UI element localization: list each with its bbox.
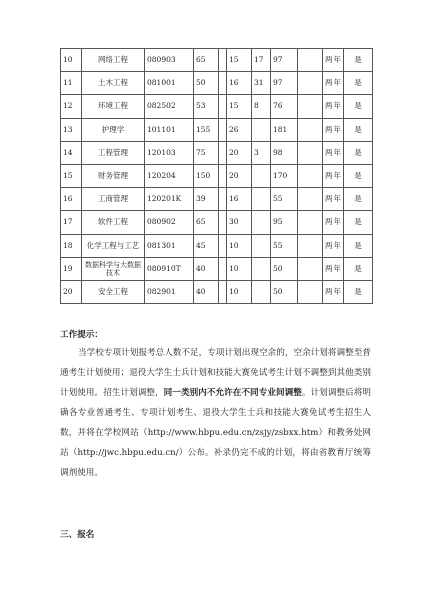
special-count: 16	[227, 72, 252, 95]
section-heading-3: 三、报名	[60, 530, 95, 540]
major-name: 数据科学与大数据技术	[82, 257, 145, 280]
row-number: 19	[61, 257, 82, 280]
duration: 两年	[323, 211, 344, 234]
major-code: 082901	[145, 280, 194, 303]
major-code: 120103	[145, 141, 194, 164]
major-name: 财务管理	[82, 164, 145, 187]
table-body	[61, 49, 373, 304]
special-count: 10	[227, 257, 252, 280]
major-name: 安全工程	[82, 280, 145, 303]
general-count: 45	[194, 234, 219, 257]
eligible-flag: 是	[344, 188, 373, 211]
general-count: 65	[194, 211, 219, 234]
eligible-flag: 是	[344, 257, 373, 280]
general-count: 40	[194, 280, 219, 303]
other-count	[252, 118, 271, 141]
total-count: 55	[271, 188, 298, 211]
general-count: 39	[194, 188, 219, 211]
duration: 两年	[323, 234, 344, 257]
other-count	[252, 257, 271, 280]
major-code: 080902	[145, 211, 194, 234]
table-row	[61, 141, 373, 164]
other-count: 3	[252, 141, 271, 164]
major-code: 120204	[145, 164, 194, 187]
table-row	[61, 72, 373, 95]
blank-cell	[219, 188, 227, 211]
major-code: 120201K	[145, 188, 194, 211]
special-count: 26	[227, 118, 252, 141]
blank-cell	[219, 72, 227, 95]
blank-cell	[298, 234, 323, 257]
general-count: 150	[194, 164, 219, 187]
total-count: 181	[271, 118, 298, 141]
blank-cell	[298, 118, 323, 141]
blank-cell	[298, 72, 323, 95]
table-row	[61, 188, 373, 211]
total-count: 76	[271, 95, 298, 118]
blank-cell	[219, 49, 227, 72]
duration: 两年	[323, 280, 344, 303]
other-count: 31	[252, 72, 271, 95]
major-name: 软件工程	[82, 211, 145, 234]
duration: 两年	[323, 188, 344, 211]
general-count: 40	[194, 257, 219, 280]
row-number: 16	[61, 188, 82, 211]
eligible-flag: 是	[344, 280, 373, 303]
blank-cell	[298, 49, 323, 72]
other-count: 8	[252, 95, 271, 118]
blank-cell	[298, 280, 323, 303]
total-count: 50	[271, 280, 298, 303]
duration: 两年	[323, 164, 344, 187]
tips-heading: 工作提示：	[60, 330, 103, 340]
blank-cell	[219, 257, 227, 280]
eligible-flag: 是	[344, 118, 373, 141]
total-count: 170	[271, 164, 298, 187]
blank-cell	[298, 164, 323, 187]
major-code: 081001	[145, 72, 194, 95]
total-count: 55	[271, 234, 298, 257]
row-number: 10	[61, 49, 82, 72]
blank-cell	[219, 234, 227, 257]
duration: 两年	[323, 49, 344, 72]
general-count: 75	[194, 141, 219, 164]
blank-cell	[298, 188, 323, 211]
tips-paragraph	[60, 343, 371, 483]
eligible-flag: 是	[344, 95, 373, 118]
major-name: 工程管理	[82, 141, 145, 164]
total-count: 97	[271, 72, 298, 95]
eligible-flag: 是	[344, 234, 373, 257]
table-row	[61, 49, 373, 72]
major-code: 080903	[145, 49, 194, 72]
special-count: 20	[227, 164, 252, 187]
blank-cell	[298, 95, 323, 118]
major-name: 工商管理	[82, 188, 145, 211]
eligible-flag: 是	[344, 164, 373, 187]
row-number: 13	[61, 118, 82, 141]
special-count: 15	[227, 49, 252, 72]
blank-cell	[298, 141, 323, 164]
duration: 两年	[323, 141, 344, 164]
table-row	[61, 280, 373, 303]
blank-cell	[298, 211, 323, 234]
other-count	[252, 280, 271, 303]
total-count: 50	[271, 257, 298, 280]
major-name: 化学工程与工艺	[82, 234, 145, 257]
major-name: 网络工程	[82, 49, 145, 72]
general-count: 53	[194, 95, 219, 118]
major-code: 081301	[145, 234, 194, 257]
duration: 两年	[323, 95, 344, 118]
other-count	[252, 234, 271, 257]
table-row	[61, 164, 373, 187]
major-code: 080910T	[145, 257, 194, 280]
duration: 两年	[323, 118, 344, 141]
blank-cell	[219, 95, 227, 118]
other-count: 17	[252, 49, 271, 72]
special-count: 15	[227, 95, 252, 118]
major-name: 环境工程	[82, 95, 145, 118]
row-number: 12	[61, 95, 82, 118]
special-count: 20	[227, 141, 252, 164]
general-count: 155	[194, 118, 219, 141]
blank-cell	[219, 164, 227, 187]
major-code: 101101	[145, 118, 194, 141]
row-number: 18	[61, 234, 82, 257]
special-count: 30	[227, 211, 252, 234]
other-count	[252, 188, 271, 211]
total-count: 97	[271, 49, 298, 72]
duration: 两年	[323, 72, 344, 95]
eligible-flag: 是	[344, 211, 373, 234]
major-code: 082502	[145, 95, 194, 118]
table-row	[61, 211, 373, 234]
blank-cell	[219, 211, 227, 234]
major-name: 土木工程	[82, 72, 145, 95]
blank-cell	[219, 141, 227, 164]
row-number: 11	[61, 72, 82, 95]
special-count: 10	[227, 234, 252, 257]
major-name: 护理学	[82, 118, 145, 141]
total-count: 98	[271, 141, 298, 164]
blank-cell	[298, 257, 323, 280]
special-count: 10	[227, 280, 252, 303]
table-row	[61, 234, 373, 257]
row-number: 20	[61, 280, 82, 303]
table-row	[61, 118, 373, 141]
tips-text-part1: 当学校专项计划报考总人数不足，专项计划出现空余的，空余计划将调整至普通考生计划使用；退役大学生士兵计划和技能大赛免试考生计划不调整到其他类别计划使用。招生计划调整，	[60, 348, 371, 398]
table-row	[61, 95, 373, 118]
duration: 两年	[323, 257, 344, 280]
row-number: 14	[61, 141, 82, 164]
blank-cell	[219, 118, 227, 141]
general-count: 65	[194, 49, 219, 72]
tips-text-bold: 同一类别内不允许在不同专业间调整	[163, 388, 302, 398]
table-row	[61, 257, 373, 280]
tips-text-part2: 。计划调整后将明确各专业普通考生、专项计划考生、退役大学生士兵和技能大赛免试考生招生人数，并将在学校网站（http://www.hbpu.edu.cn/zsjy/zsbxx.htm）和教务处网站（http://jwc.hbpu.edu.cn/）公布。补录仍完不成的计划，将由省教育厅统筹调剂使用。	[60, 388, 371, 478]
row-number: 15	[61, 164, 82, 187]
special-count: 16	[227, 188, 252, 211]
eligible-flag: 是	[344, 141, 373, 164]
other-count	[252, 164, 271, 187]
enrollment-plan-table	[60, 48, 373, 304]
eligible-flag: 是	[344, 72, 373, 95]
blank-cell	[219, 280, 227, 303]
other-count	[252, 211, 271, 234]
total-count: 95	[271, 211, 298, 234]
row-number: 17	[61, 211, 82, 234]
general-count: 50	[194, 72, 219, 95]
eligible-flag: 是	[344, 49, 373, 72]
